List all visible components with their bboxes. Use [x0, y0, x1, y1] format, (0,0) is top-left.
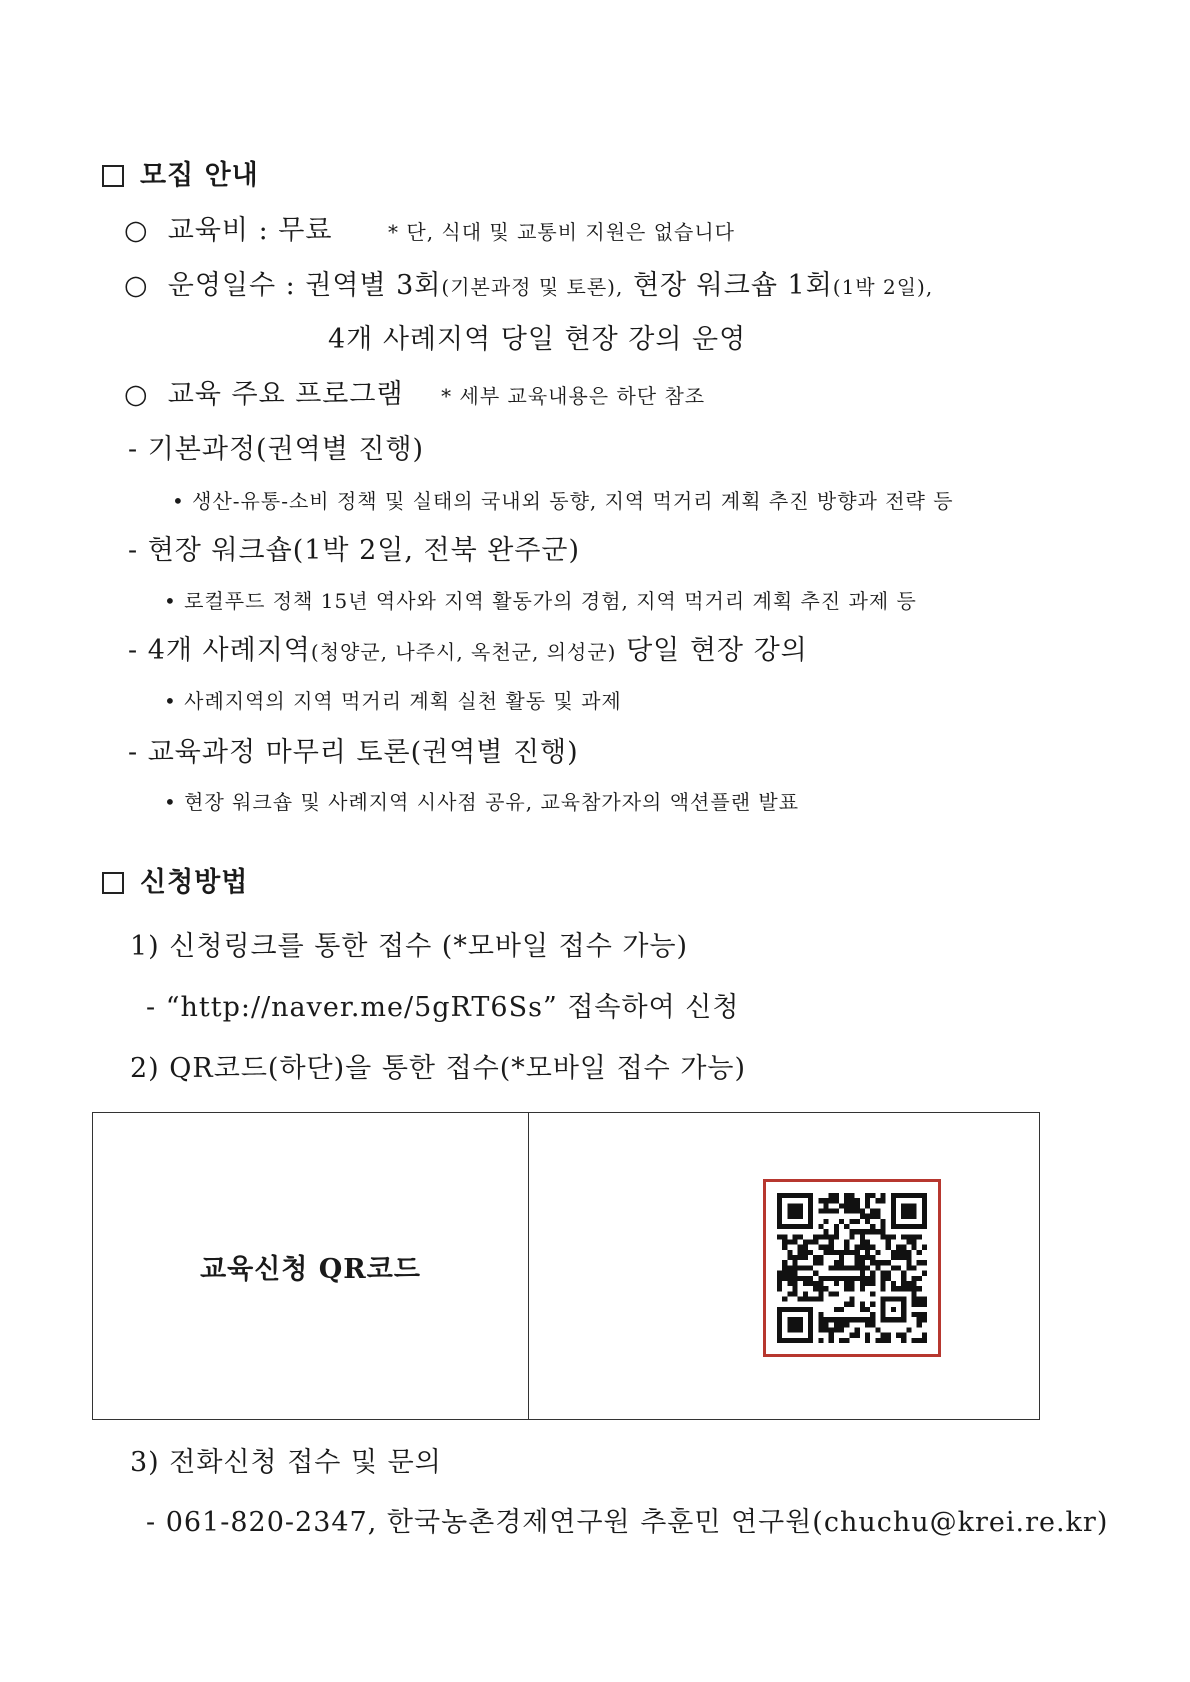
program-item-title-tail: 당일 현장 강의 [626, 635, 808, 666]
section-apply-heading [102, 860, 248, 899]
qr-label-cell [93, 1113, 529, 1419]
circle-bullet-icon: ○ [124, 379, 168, 410]
section-apply-title: 신청방법 [140, 867, 249, 898]
qr-code-icon[interactable] [777, 1193, 927, 1343]
program-item-desc: • 현장 워크숍 및 사례지역 시사점 공유, 교육참가자의 액션플랜 발표 [164, 790, 800, 814]
days-line-continued: 4개 사례지역 당일 현장 강의 운영 [328, 324, 747, 355]
program-item-desc: • 로컬푸드 정책 15년 역사와 지역 활동가의 경험, 지역 먹거리 계획 추진 과제 등 [164, 589, 917, 613]
fee-value: 무료 [278, 215, 333, 246]
apply-method-1: 1) 신청링크를 통한 접수 (*모바일 접수 가능) [130, 931, 689, 962]
program-item-title: - 교육과정 마무리 토론(권역별 진행) [128, 737, 579, 768]
program-item-title: - 현장 워크숍(1박 2일, 전북 완주군) [128, 535, 581, 566]
program-label: 교육 주요 프로그램 [167, 379, 404, 410]
days-line [124, 263, 933, 302]
fee-line [124, 208, 735, 247]
program-item-title [128, 628, 808, 667]
apply-link-line[interactable]: - “http://naver.me/5gRT6Ss” 접속하여 신청 [146, 992, 740, 1023]
days-value-workshop: 현장 워크숍 1회 [632, 270, 833, 301]
qr-code-frame[interactable] [763, 1179, 941, 1357]
qr-image-cell [529, 1113, 1039, 1419]
days-value-regional-note: (기본과정 및 토론), [441, 275, 624, 299]
section-recruitment-title: 모집 안내 [140, 160, 259, 191]
days-value-workshop-note: (1박 2일), [832, 275, 934, 299]
program-line [124, 372, 705, 411]
circle-bullet-icon: ○ [124, 270, 168, 301]
checkbox-square-icon [102, 872, 124, 894]
colon-separator: : [248, 215, 279, 246]
program-item-desc: • 생산-유통-소비 정책 및 실태의 국내외 동향, 지역 먹거리 계획 추진 방향과 전략 등 [172, 489, 954, 513]
program-item-title-main: - 4개 사례지역 [128, 635, 311, 666]
fee-label: 교육비 [167, 215, 249, 246]
circle-bullet-icon: ○ [124, 215, 168, 246]
checkbox-square-icon [102, 165, 124, 187]
contact-line: - 061-820-2347, 한국농촌경제연구원 추훈민 연구원(chuchu@krei.re.kr) [146, 1507, 1109, 1538]
program-item-title-note: (청양군, 나주시, 옥천군, 의성군) [310, 640, 617, 664]
qr-label: 교육신청 QR코드 [200, 1253, 421, 1285]
fee-note: * 단, 식대 및 교통비 지원은 없습니다 [388, 220, 735, 244]
apply-method-3: 3) 전화신청 접수 및 문의 [130, 1447, 442, 1478]
program-item-desc: • 사례지역의 지역 먹거리 계획 실천 활동 및 과제 [164, 689, 622, 713]
days-value-regional: 권역별 3회 [305, 270, 442, 301]
days-label: 운영일수 [167, 270, 277, 301]
apply-method-2: 2) QR코드(하단)을 통한 접수(*모바일 접수 가능) [130, 1053, 747, 1084]
program-item-title: - 기본과정(권역별 진행) [128, 434, 425, 465]
colon-separator: : [276, 270, 306, 301]
qr-table [92, 1112, 1040, 1420]
section-recruitment-heading [102, 153, 259, 192]
program-note: * 세부 교육내용은 하단 참조 [441, 384, 706, 408]
